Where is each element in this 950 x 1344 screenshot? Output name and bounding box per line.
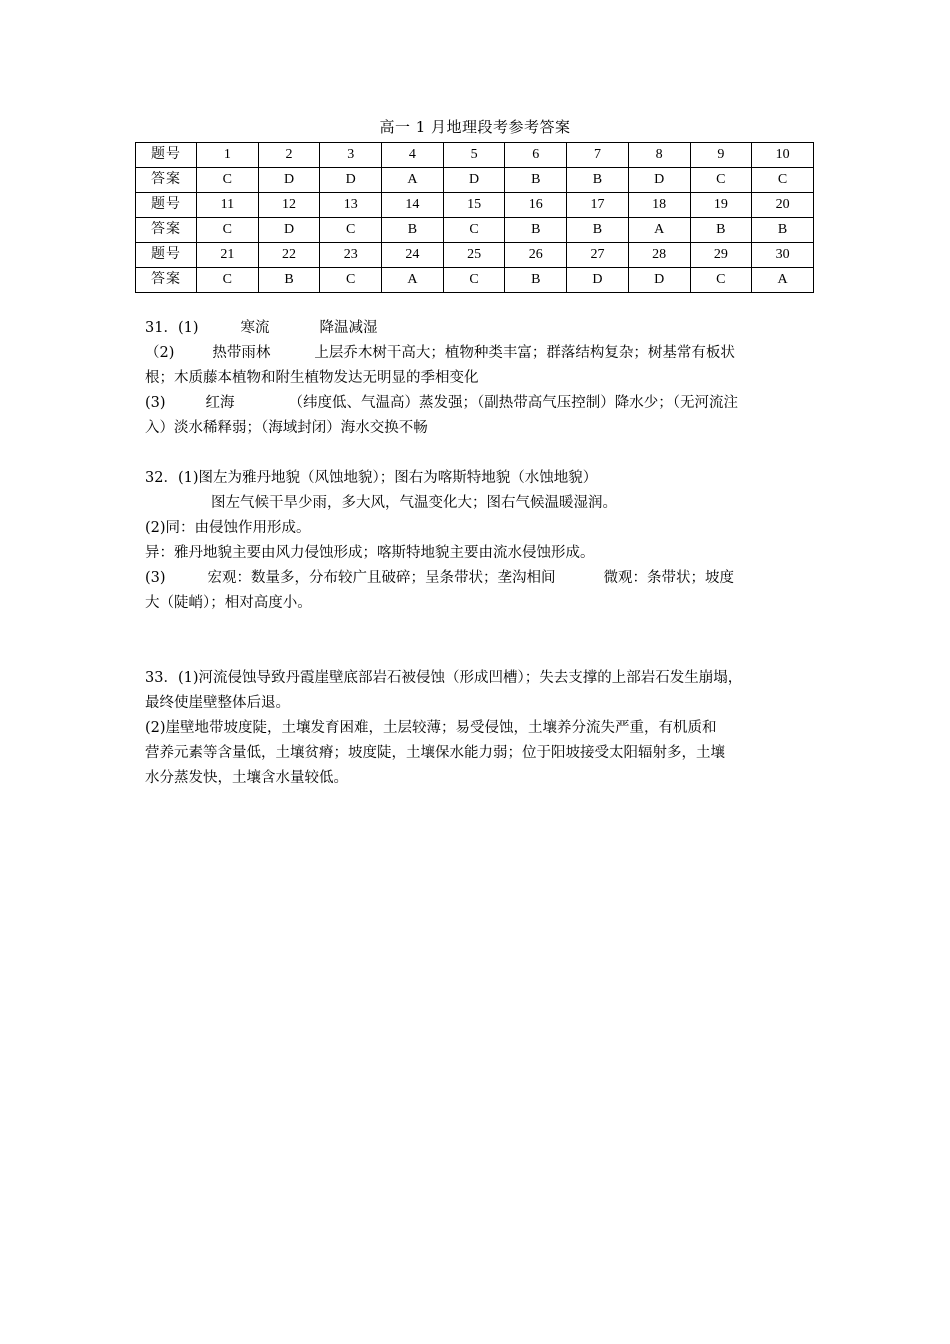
table-cell: 7: [567, 143, 629, 168]
table-cell: 26: [505, 243, 567, 268]
q32-3-macro: 宏观：数量多，分布较广且破碎；呈条带状；垄沟相间: [207, 570, 556, 586]
table-cell: 11: [197, 193, 259, 218]
row-label: 答案: [136, 268, 197, 293]
question-33: [145, 666, 825, 791]
table-cell: B: [690, 218, 752, 243]
table-cell: 29: [690, 243, 752, 268]
table-cell: 17: [567, 193, 629, 218]
q32-line-6: 大（陡峭）；相对高度小。: [145, 595, 312, 611]
table-row: [136, 143, 814, 168]
q32-3-micro: 微观：条带状；坡度: [603, 570, 735, 586]
page-title: 高一 1 月地理段考参考答案: [379, 118, 571, 136]
row-label: 答案: [136, 218, 197, 243]
table-cell: 16: [505, 193, 567, 218]
table-cell: 25: [443, 243, 505, 268]
row-label: 题号: [136, 243, 197, 268]
table-cell: 24: [382, 243, 444, 268]
table-row: [136, 193, 814, 218]
table-row: [136, 243, 814, 268]
q32-line-4: 异：雅丹地貌主要由风力侵蚀形成；喀斯特地貌主要由流水侵蚀形成。: [145, 545, 595, 561]
table-cell: 19: [690, 193, 752, 218]
table-cell: D: [258, 218, 320, 243]
q32-line-3: (2)同：由侵蚀作用形成。: [145, 520, 311, 536]
table-cell: D: [567, 268, 629, 293]
q33-line-5: 水分蒸发快，土壤含水量较低。: [145, 770, 348, 786]
q33-line-3: (2)崖壁地带坡度陡，土壤发育困难，土层较薄；易受侵蚀，土壤养分流失严重，有机质和: [145, 720, 717, 736]
table-cell: C: [443, 218, 505, 243]
q32-3-prefix: (3): [145, 570, 166, 586]
question-32: [145, 466, 825, 616]
question-31: [145, 316, 825, 441]
table-cell: D: [320, 168, 382, 193]
table-cell: B: [505, 268, 567, 293]
q31-1-answer-b: 降温减湿: [319, 320, 378, 336]
q31-2-continuation: 根；木质藤本植物和附生植物发达无明显的季相变化: [145, 370, 479, 386]
q31-2-answer-a: 热带雨林: [212, 345, 271, 361]
table-cell: 21: [197, 243, 259, 268]
table-cell: C: [197, 168, 259, 193]
q31-2-answer-b: 上层乔木树干高大；植物种类丰富；群落结构复杂；树基常有板状: [314, 345, 735, 361]
table-cell: 27: [567, 243, 629, 268]
q31-prefix: 31．(1): [145, 320, 199, 336]
q33-line-2: 最终使崖壁整体后退。: [145, 695, 290, 711]
row-label: 题号: [136, 193, 197, 218]
table-row: [136, 268, 814, 293]
table-cell: 2: [258, 143, 320, 168]
table-cell: C: [690, 268, 752, 293]
table-cell: A: [628, 218, 690, 243]
table-cell: C: [752, 168, 814, 193]
table-cell: 18: [628, 193, 690, 218]
table-cell: B: [567, 218, 629, 243]
q31-3-continuation: 入）淡水稀释弱；（海域封闭）海水交换不畅: [145, 420, 428, 436]
q31-1-answer-a: 寒流: [240, 320, 270, 336]
table-cell: 20: [752, 193, 814, 218]
q33-line-1: 33．(1)河流侵蚀导致丹霞崖壁底部岩石被侵蚀（形成凹槽）；失去支撑的上部岩石发生崩塌，: [145, 670, 743, 686]
q32-line-2: 图左气候干旱少雨，多大风，气温变化大；图右气候温暖湿润。: [211, 495, 617, 511]
q31-3-answer-b: （纬度低、气温高）蒸发强；（副热带高气压控制）降水少；（无河流注: [288, 395, 739, 411]
table-cell: 12: [258, 193, 320, 218]
table-cell: B: [505, 168, 567, 193]
table-cell: C: [443, 268, 505, 293]
q32-line-1: 32．(1)图左为雅丹地貌（风蚀地貌）；图右为喀斯特地貌（水蚀地貌）: [145, 470, 598, 486]
q31-3-answer-a: 红海: [205, 395, 235, 411]
q31-2-prefix: （2): [145, 345, 175, 361]
table-cell: 30: [752, 243, 814, 268]
table-cell: B: [382, 218, 444, 243]
table-cell: D: [258, 168, 320, 193]
table-cell: 23: [320, 243, 382, 268]
q31-3-prefix: (3): [145, 395, 166, 411]
table-cell: 3: [320, 143, 382, 168]
table-cell: 6: [505, 143, 567, 168]
table-cell: 10: [752, 143, 814, 168]
table-cell: B: [752, 218, 814, 243]
table-cell: 13: [320, 193, 382, 218]
table-cell: 9: [690, 143, 752, 168]
table-row: [136, 168, 814, 193]
table-cell: A: [382, 268, 444, 293]
table-cell: C: [197, 268, 259, 293]
table-cell: C: [320, 268, 382, 293]
answer-table: [135, 142, 814, 293]
table-cell: B: [505, 218, 567, 243]
row-label: 题号: [136, 143, 197, 168]
table-cell: D: [628, 168, 690, 193]
row-label: 答案: [136, 168, 197, 193]
table-cell: 14: [382, 193, 444, 218]
table-cell: A: [752, 268, 814, 293]
table-cell: 28: [628, 243, 690, 268]
table-cell: B: [567, 168, 629, 193]
table-cell: A: [382, 168, 444, 193]
table-cell: B: [258, 268, 320, 293]
table-cell: 8: [628, 143, 690, 168]
table-cell: C: [197, 218, 259, 243]
table-cell: 22: [258, 243, 320, 268]
table-cell: D: [443, 168, 505, 193]
table-cell: C: [320, 218, 382, 243]
table-cell: 15: [443, 193, 505, 218]
table-cell: 4: [382, 143, 444, 168]
table-cell: 1: [197, 143, 259, 168]
q33-line-4: 营养元素等含量低，土壤贫瘠；坡度陡，土壤保水能力弱；位于阳坡接受太阳辐射多，土壤: [145, 745, 725, 761]
table-row: [136, 218, 814, 243]
table-cell: 5: [443, 143, 505, 168]
table-cell: C: [690, 168, 752, 193]
table-cell: D: [628, 268, 690, 293]
